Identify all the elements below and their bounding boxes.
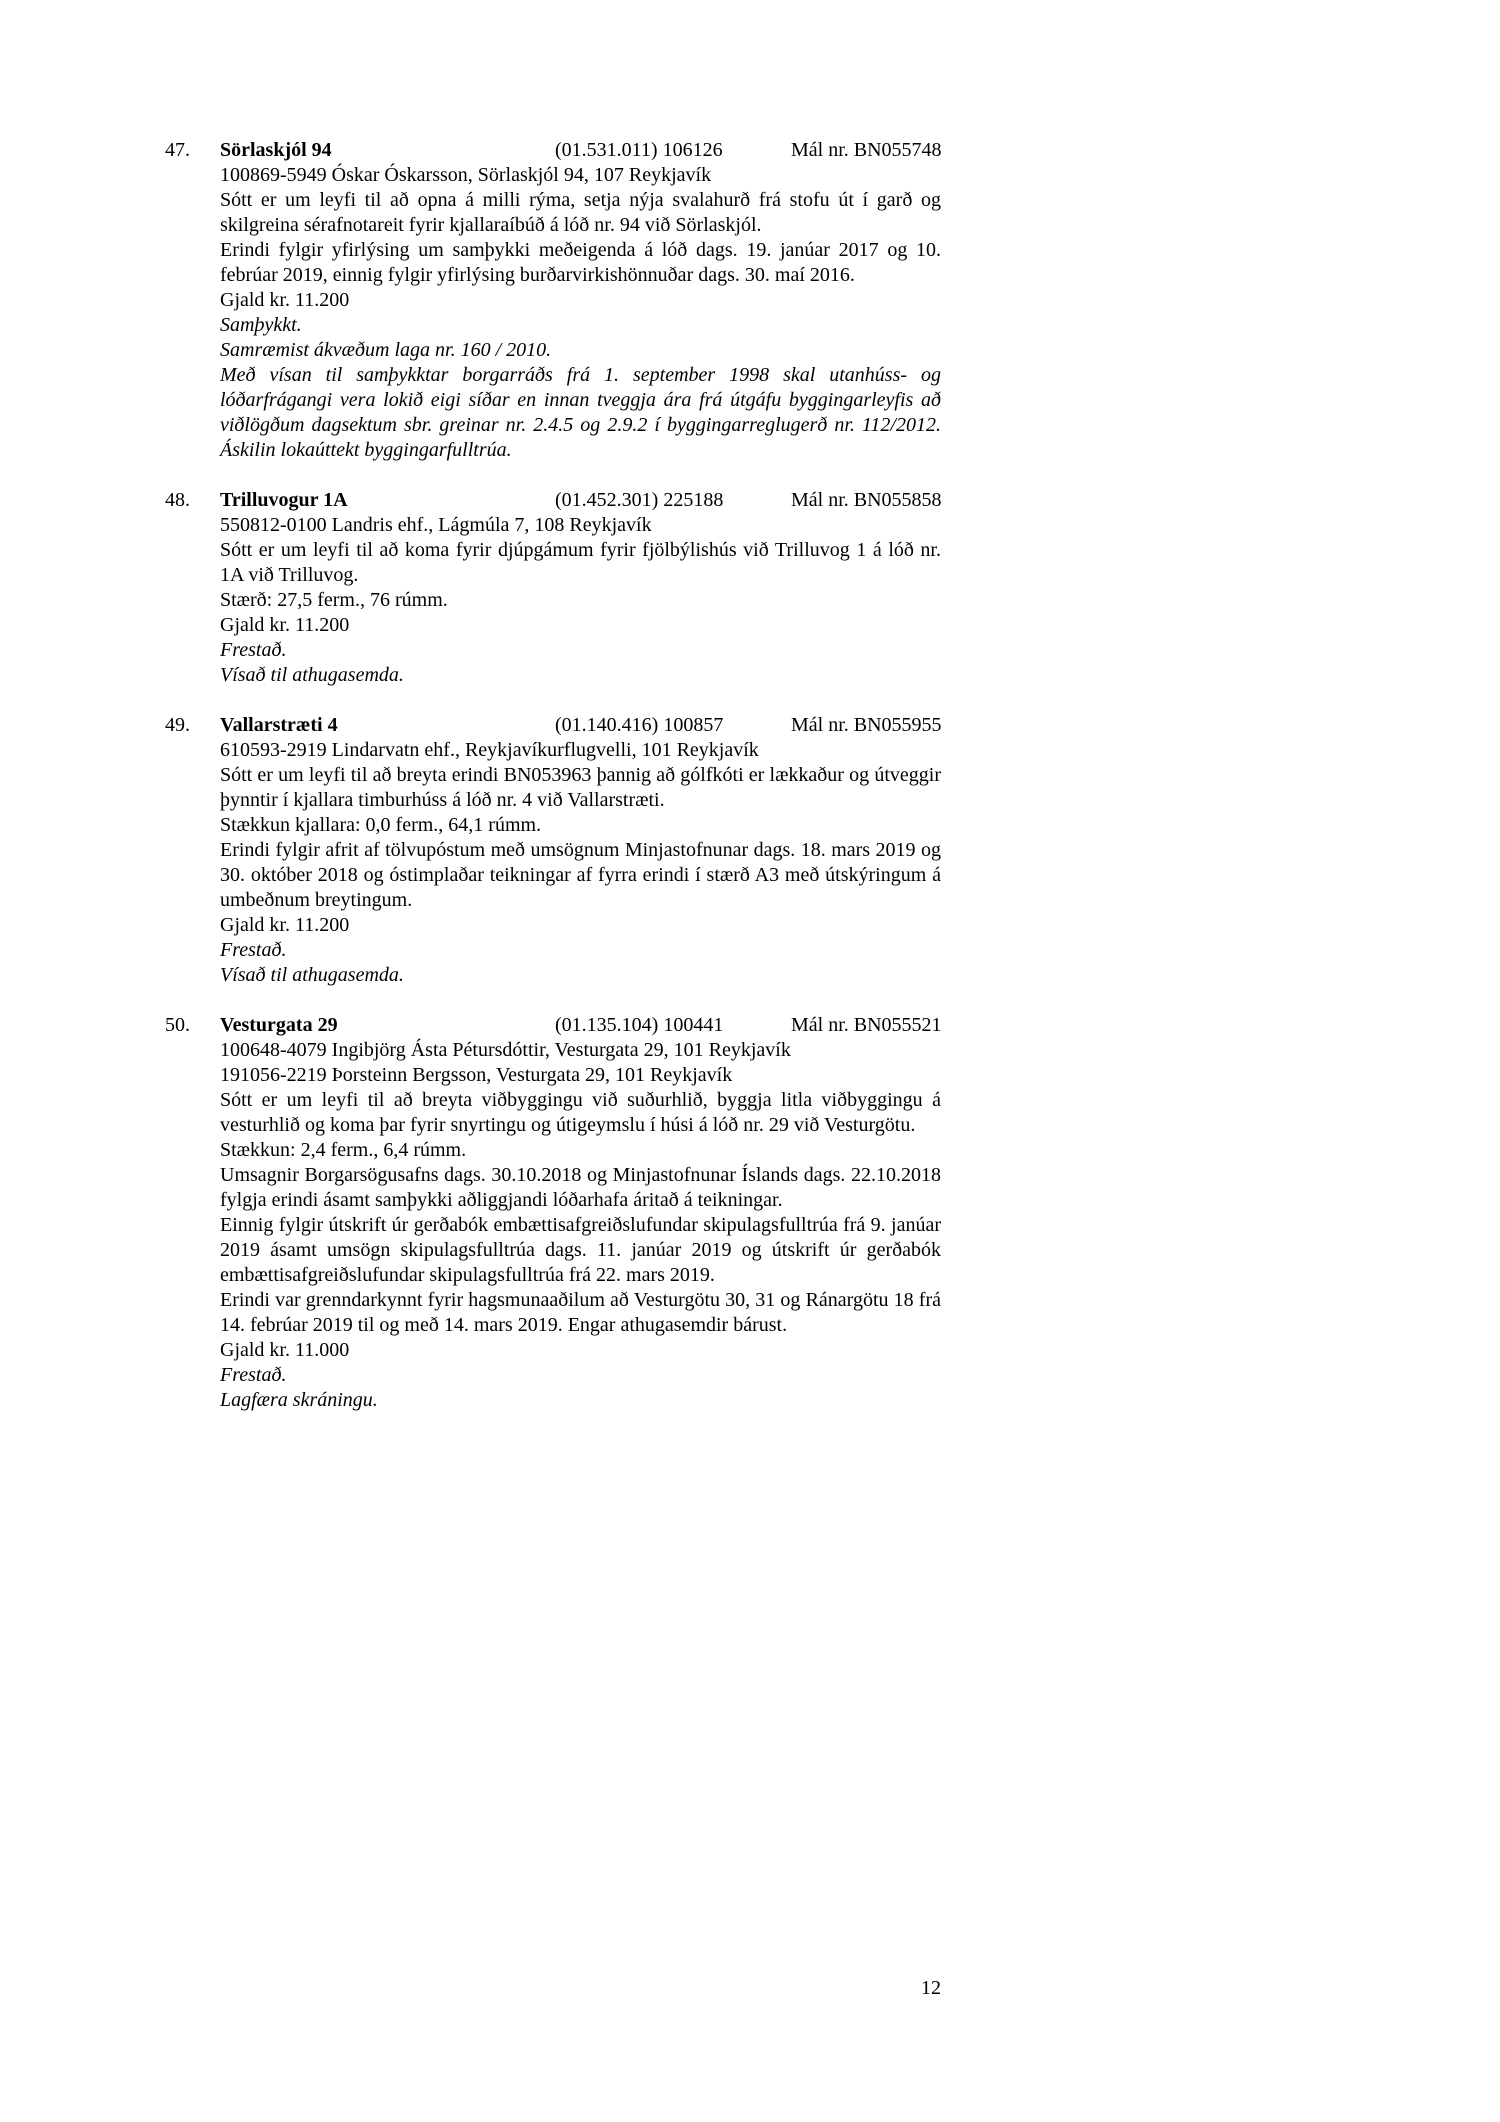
item-party: 550812-0100 Landris ehf., Lágmúla 7, 108 Reykjavík [220,514,652,536]
item-paragraph: Gjald kr. 11.200 [220,614,350,636]
item-case-number: Mál nr. BN055858 [791,489,942,511]
page-number: 12 [921,1977,941,1999]
item-number: 47. [165,139,190,161]
item-paragraph: Stækkun: 2,4 ferm., 6,4 rúmm. [220,1139,467,1161]
item-decision: Frestað. [220,1364,287,1386]
item-title: Trilluvogur 1A [220,489,348,511]
item-case-number: Mál nr. BN055748 [791,139,942,161]
item-paragraph: Lagfæra skráningu. [220,1389,378,1411]
agenda-item-47 [165,138,941,463]
item-paragraph: Gjald kr. 11.200 [220,289,350,311]
item-paragraph: Einnig fylgir útskrift úr gerðabók embættisafgreiðslufundar skipulagsfulltrúa frá 9. janúar 2019 ásamt umsögn skipulagsfulltrúa dags. 11. janúar 2019 og útskrift úr gerðabók embættisafgreiðslufundar skipulagsfulltrúa frá 22. mars 2019. [220,1214,941,1286]
item-paragraph: Sótt er um leyfi til að breyta erindi BN053963 þannig að gólfkóti er lækkaður og útveggir þynntir í kjallara timburhúss á lóð nr. 4 við Vallarstræti. [220,764,941,811]
item-paragraph: Umsagnir Borgarsögusafns dags. 30.10.2018 og Minjastofnunar Íslands dags. 22.10.2018 fylgja erindi ásamt samþykki aðliggjandi lóðarhafa áritað á teikningar. [220,1164,941,1211]
item-number: 49. [165,714,190,736]
item-title: Vallarstræti 4 [220,714,338,736]
item-number: 48. [165,489,190,511]
item-body [220,738,941,988]
item-paragraph: Erindi var grenndarkynnt fyrir hagsmunaaðilum að Vesturgötu 30, 31 og Ránargötu 18 frá 14. febrúar 2019 til og með 14. mars 2019. Engar athugasemdir bárust. [220,1289,941,1336]
item-header [165,488,941,513]
agenda-item-48 [165,488,941,688]
item-header [165,713,941,738]
item-party: 191056-2219 Þorsteinn Bergsson, Vesturgata 29, 101 Reykjavík [220,1064,733,1086]
item-paragraph: Erindi fylgir yfirlýsing um samþykki meðeigenda á lóð dags. 19. janúar 2017 og 10. febrúar 2019, einnig fylgir yfirlýsing burðarvirkishönnuðar dags. 30. maí 2016. [220,239,941,286]
item-case-number: Mál nr. BN055955 [791,714,942,736]
item-paragraph: Sótt er um leyfi til að koma fyrir djúpgámum fyrir fjölbýlishús við Trilluvog 1 á lóð nr. 1A við Trilluvog. [220,539,941,586]
item-body [220,513,941,688]
item-paragraph: Með vísan til samþykktar borgarráðs frá 1. september 1998 skal utanhúss- og lóðarfrágangi vera lokið eigi síðar en innan tveggja ára frá útgáfu byggingarleyfis að viðlögðum dagsektum sbr. greinar nr. 2.4.5 og 2.9.2 í byggingarreglugerð nr. 112/2012. Áskilin lokaúttekt byggingarfulltrúa. [220,364,941,461]
item-paragraph: Erindi fylgir afrit af tölvupóstum með umsögnum Minjastofnunar dags. 18. mars 2019 og 30. október 2018 og óstimplaðar teikningar af fyrra erindi í stærð A3 með útskýringum á umbeðnum breytingum. [220,839,941,911]
item-party: 100648-4079 Ingibjörg Ásta Pétursdóttir, Vesturgata 29, 101 Reykjavík [220,1039,791,1061]
item-party: 100869-5949 Óskar Óskarsson, Sörlaskjól 94, 107 Reykjavík [220,164,712,186]
item-header [165,138,941,163]
item-paragraph: Samræmist ákvæðum laga nr. 160 / 2010. [220,339,552,361]
agenda-item-50 [165,1013,941,1413]
item-decision: Frestað. [220,939,287,961]
item-number: 50. [165,1014,190,1036]
item-reference: (01.531.011) 106126 [555,139,723,161]
item-header [165,1013,941,1038]
document-content [165,138,941,1438]
item-paragraph: Stækkun kjallara: 0,0 ferm., 64,1 rúmm. [220,814,542,836]
item-paragraph: Sótt er um leyfi til að breyta viðbyggingu við suðurhlið, byggja litla viðbyggingu á vesturhlið og koma þar fyrir snyrtingu og útigeymslu í húsi á lóð nr. 29 við Vesturgötu. [220,1089,941,1136]
item-reference: (01.452.301) 225188 [555,489,724,511]
item-paragraph: Sótt er um leyfi til að opna á milli rýma, setja nýja svalahurð frá stofu út í garð og skilgreina sérafnotareit fyrir kjallaraíbúð á lóð nr. 94 við Sörlaskjól. [220,189,941,236]
item-reference: (01.140.416) 100857 [555,714,724,736]
item-body [220,1038,941,1413]
item-title: Vesturgata 29 [220,1014,338,1036]
item-paragraph: Gjald kr. 11.000 [220,1339,350,1361]
item-decision: Frestað. [220,639,287,661]
item-paragraph: Vísað til athugasemda. [220,964,404,986]
item-decision: Samþykkt. [220,314,302,336]
item-paragraph: Vísað til athugasemda. [220,664,404,686]
item-title: Sörlaskjól 94 [220,139,332,161]
item-body [220,163,941,463]
item-party: 610593-2919 Lindarvatn ehf., Reykjavíkurflugvelli, 101 Reykjavík [220,739,759,761]
agenda-item-49 [165,713,941,988]
item-paragraph: Stærð: 27,5 ferm., 76 rúmm. [220,589,448,611]
item-reference: (01.135.104) 100441 [555,1014,724,1036]
item-paragraph: Gjald kr. 11.200 [220,914,350,936]
item-case-number: Mál nr. BN055521 [791,1014,942,1036]
